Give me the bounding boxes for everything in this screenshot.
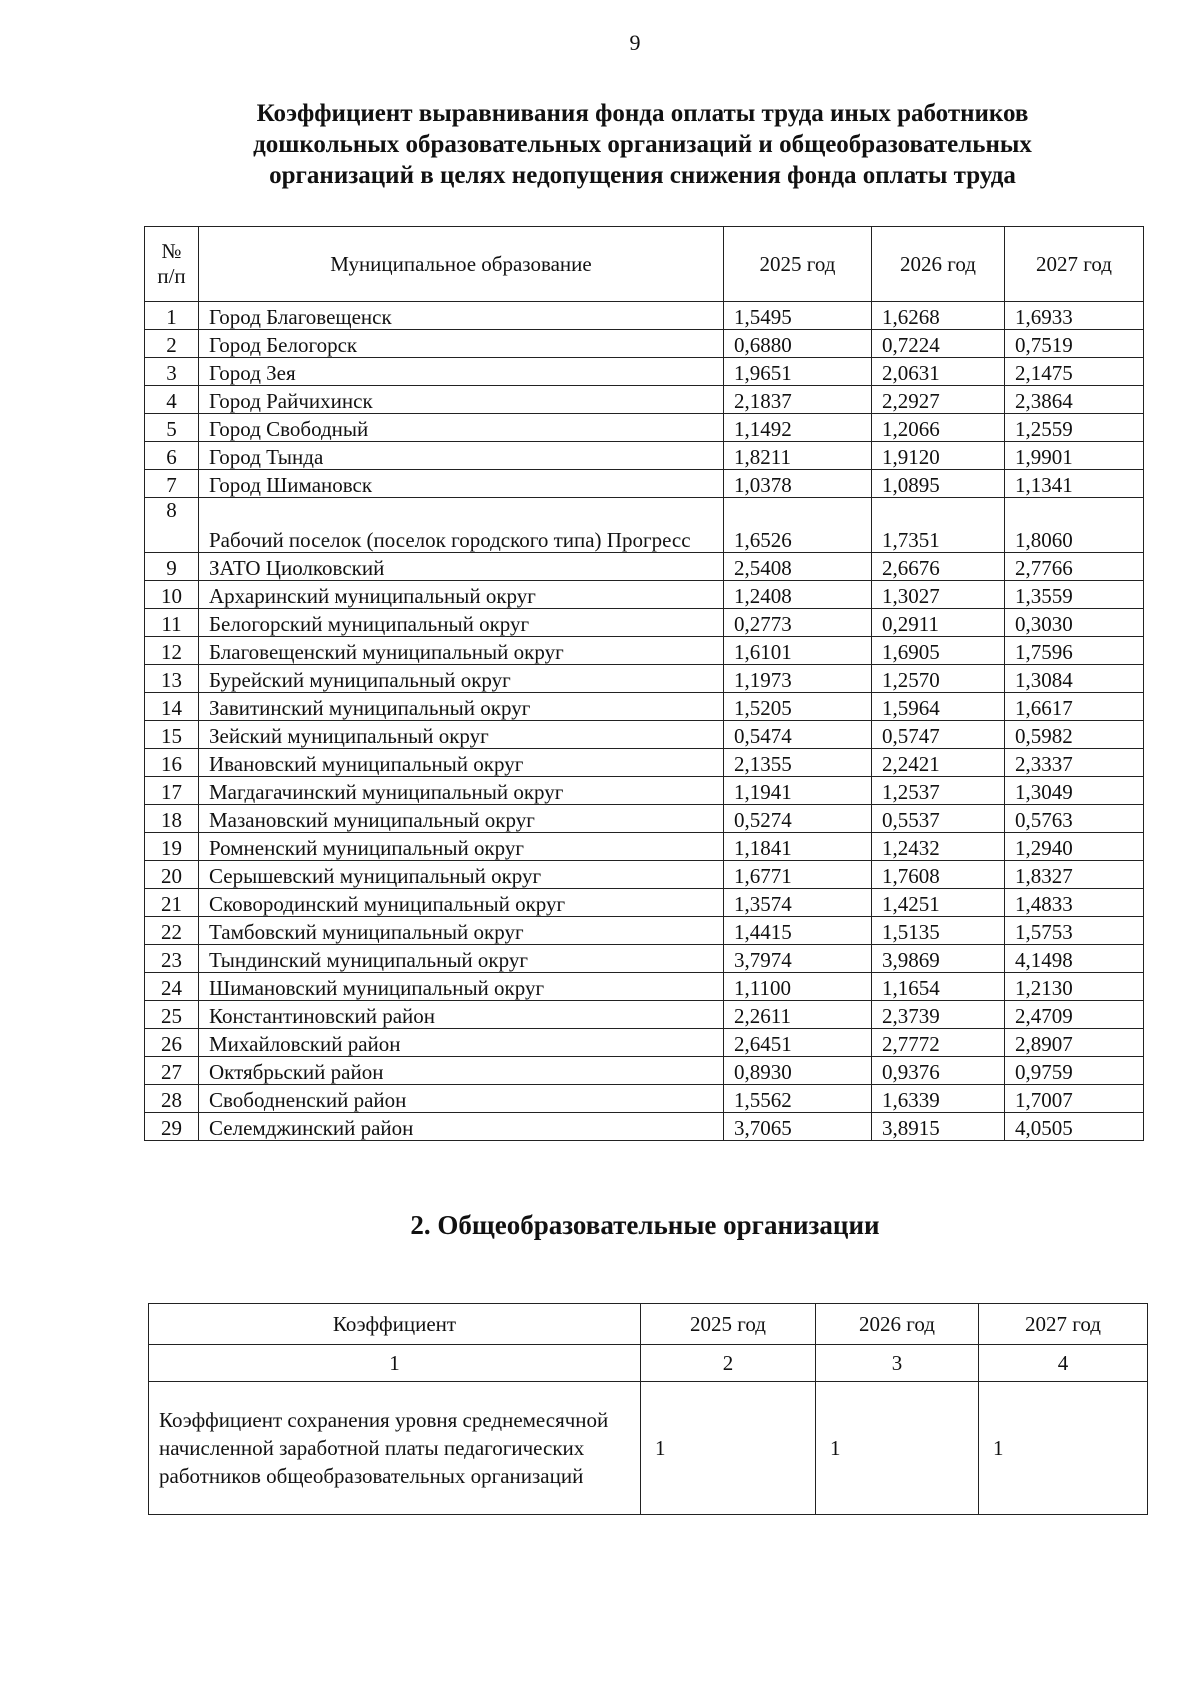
municipality-name: Сковородинский муниципальный округ [199,889,724,917]
value-2026: 1,5964 [872,693,1005,721]
table-row [145,805,1144,833]
municipality-name: Шимановский муниципальный округ [199,973,724,1001]
table-row [145,386,1144,414]
value-2025: 1,6771 [724,861,872,889]
table-row [145,749,1144,777]
value-2027: 2,3864 [1005,386,1144,414]
value-2027: 1,3084 [1005,665,1144,693]
municipality-name: Ромненский муниципальный округ [199,833,724,861]
header-2026: 2026 год [816,1304,979,1345]
value-2025: 2,6451 [724,1029,872,1057]
table-row [145,721,1144,749]
value-2026: 3,9869 [872,945,1005,973]
value-2026: 1,7608 [872,861,1005,889]
table-header-row [145,227,1144,302]
header-municipality: Муниципальное образование [199,227,724,302]
municipality-name: Благовещенский муниципальный округ [199,637,724,665]
table-row [145,442,1144,470]
row-number: 10 [145,581,199,609]
title-line: дошкольных образовательных организаций и общеобразовательных [253,131,1032,158]
table-row [145,470,1144,498]
row-number: 17 [145,777,199,805]
value-2027: 2,4709 [1005,1001,1144,1029]
table-row [145,693,1144,721]
title-line: организаций в целях недопущения снижения фонда оплаты труда [269,162,1016,189]
row-number: 25 [145,1001,199,1029]
row-number: 29 [145,1113,199,1141]
value-2025: 1,6101 [724,637,872,665]
table-row [145,1113,1144,1141]
value-2025: 2,5408 [724,553,872,581]
value-2025: 1,0378 [724,470,872,498]
row-number: 16 [145,749,199,777]
value-2025: 1,9651 [724,358,872,386]
value-2027: 2,1475 [1005,358,1144,386]
municipality-name: Город Райчихинск [199,386,724,414]
municipality-name: Город Свободный [199,414,724,442]
municipality-name: Рабочий поселок (поселок городского типа) Прогресс [199,498,724,553]
document-title [150,98,1135,191]
municipality-name: Зейский муниципальный округ [199,721,724,749]
value-2025: 1,5562 [724,1085,872,1113]
municipality-name: Бурейский муниципальный округ [199,665,724,693]
row-number: 9 [145,553,199,581]
value-2025: 1,6526 [724,498,872,553]
value-2027: 1,6617 [1005,693,1144,721]
municipality-name: Константиновский район [199,1001,724,1029]
row-number: 14 [145,693,199,721]
value-2027: 0,9759 [1005,1057,1144,1085]
header-2026: 2026 год [872,227,1005,302]
row-number: 7 [145,470,199,498]
value-2027: 2,3337 [1005,749,1144,777]
row-number: 2 [145,330,199,358]
value-2025: 1 [641,1382,816,1515]
value-2026: 2,0631 [872,358,1005,386]
table-row [145,973,1144,1001]
municipality-name: Михайловский район [199,1029,724,1057]
value-2026: 1,2537 [872,777,1005,805]
value-2027: 1,9901 [1005,442,1144,470]
value-2025: 3,7974 [724,945,872,973]
title-line: Коэффициент выравнивания фонда оплаты труда иных работников [256,100,1029,127]
municipality-name: Свободненский район [199,1085,724,1113]
value-2026: 2,2927 [872,386,1005,414]
value-2025: 2,1837 [724,386,872,414]
table-row [145,302,1144,330]
value-2025: 1,1492 [724,414,872,442]
coefficient-description: Коэффициент сохранения уровня среднемесячной начисленной заработной платы педагогических работников общеобразовательных организаций [149,1382,641,1515]
row-number: 23 [145,945,199,973]
value-2027: 1,2940 [1005,833,1144,861]
header-2025: 2025 год [724,227,872,302]
value-2027: 4,0505 [1005,1113,1144,1141]
row-number: 26 [145,1029,199,1057]
municipality-name: Завитинский муниципальный округ [199,693,724,721]
municipality-name: Город Зея [199,358,724,386]
value-2025: 2,2611 [724,1001,872,1029]
page-number: 9 [629,30,641,55]
value-2027: 0,5982 [1005,721,1144,749]
value-2026: 1,6268 [872,302,1005,330]
value-2026: 0,2911 [872,609,1005,637]
value-2025: 0,5474 [724,721,872,749]
header-2027: 2027 год [1005,227,1144,302]
value-2027: 1,2559 [1005,414,1144,442]
municipality-name: Тындинский муниципальный округ [199,945,724,973]
value-2025: 0,2773 [724,609,872,637]
value-2026: 1,4251 [872,889,1005,917]
table-row [145,553,1144,581]
table-row [145,1029,1144,1057]
value-2025: 1,5205 [724,693,872,721]
header-num: № п/п [145,227,199,302]
table-row [145,414,1144,442]
value-2025: 1,1841 [724,833,872,861]
header-coefficient: Коэффициент [149,1304,641,1345]
value-2026: 1 [816,1382,979,1515]
value-2025: 1,4415 [724,917,872,945]
table-row [145,917,1144,945]
table-row [145,498,1144,553]
value-2025: 1,8211 [724,442,872,470]
value-2027: 1,3559 [1005,581,1144,609]
municipality-name: Ивановский муниципальный округ [199,749,724,777]
value-2026: 1,1654 [872,973,1005,1001]
value-2027: 1,8060 [1005,498,1144,553]
value-2025: 1,5495 [724,302,872,330]
value-2026: 0,7224 [872,330,1005,358]
value-2027: 1,5753 [1005,917,1144,945]
table-row [145,1085,1144,1113]
municipality-name: Селемджинский район [199,1113,724,1141]
value-2025: 2,1355 [724,749,872,777]
value-2025: 1,1100 [724,973,872,1001]
table-row [145,581,1144,609]
general-education-table [148,1303,1148,1515]
municipality-name: Город Белогорск [199,330,724,358]
municipality-name: Архаринский муниципальный округ [199,581,724,609]
row-number: 28 [145,1085,199,1113]
table-row [145,889,1144,917]
column-number: 1 [149,1345,641,1382]
value-2026: 1,0895 [872,470,1005,498]
table-row [145,665,1144,693]
row-number: 8 [145,498,199,553]
municipality-name: Магдагачинский муниципальный округ [199,777,724,805]
row-number: 24 [145,973,199,1001]
municipality-name: Город Благовещенск [199,302,724,330]
value-2026: 0,9376 [872,1057,1005,1085]
column-numbers-row [149,1345,1148,1382]
value-2025: 0,5274 [724,805,872,833]
table-row [145,1001,1144,1029]
value-2027: 4,1498 [1005,945,1144,973]
value-2026: 1,2570 [872,665,1005,693]
row-number: 21 [145,889,199,917]
section-title: 2. Общеобразовательные организации [410,1210,880,1240]
row-number: 20 [145,861,199,889]
value-2027: 0,3030 [1005,609,1144,637]
value-2026: 3,8915 [872,1113,1005,1141]
value-2027: 0,7519 [1005,330,1144,358]
value-2027: 1 [979,1382,1148,1515]
value-2026: 2,6676 [872,553,1005,581]
municipality-name: Октябрьский район [199,1057,724,1085]
column-number: 2 [641,1345,816,1382]
value-2026: 1,2066 [872,414,1005,442]
municipality-name: Мазановский муниципальный округ [199,805,724,833]
value-2025: 0,6880 [724,330,872,358]
value-2027: 1,4833 [1005,889,1144,917]
value-2026: 1,3027 [872,581,1005,609]
row-number: 3 [145,358,199,386]
value-2026: 1,7351 [872,498,1005,553]
value-2025: 1,2408 [724,581,872,609]
value-2025: 1,1973 [724,665,872,693]
row-number: 22 [145,917,199,945]
header-2027: 2027 год [979,1304,1148,1345]
column-number: 3 [816,1345,979,1382]
row-number: 18 [145,805,199,833]
value-2026: 1,5135 [872,917,1005,945]
table-row [145,1057,1144,1085]
row-number: 1 [145,302,199,330]
value-2027: 1,7007 [1005,1085,1144,1113]
row-number: 13 [145,665,199,693]
value-2027: 1,1341 [1005,470,1144,498]
value-2025: 0,8930 [724,1057,872,1085]
row-number: 27 [145,1057,199,1085]
value-2025: 1,1941 [724,777,872,805]
value-2027: 1,7596 [1005,637,1144,665]
value-2026: 2,7772 [872,1029,1005,1057]
table-header-row [149,1304,1148,1345]
column-number: 4 [979,1345,1148,1382]
value-2026: 0,5747 [872,721,1005,749]
value-2025: 3,7065 [724,1113,872,1141]
value-2027: 1,8327 [1005,861,1144,889]
table-row [145,777,1144,805]
row-number: 6 [145,442,199,470]
row-number: 15 [145,721,199,749]
value-2027: 1,2130 [1005,973,1144,1001]
value-2027: 2,7766 [1005,553,1144,581]
municipality-name: Город Тында [199,442,724,470]
value-2027: 0,5763 [1005,805,1144,833]
value-2027: 1,3049 [1005,777,1144,805]
value-2026: 1,9120 [872,442,1005,470]
table-row [145,330,1144,358]
municipality-name: Тамбовский муниципальный округ [199,917,724,945]
value-2027: 1,6933 [1005,302,1144,330]
row-number: 12 [145,637,199,665]
table-row [145,609,1144,637]
value-2025: 1,3574 [724,889,872,917]
municipality-name: Белогорский муниципальный округ [199,609,724,637]
table-row [145,637,1144,665]
value-2026: 0,5537 [872,805,1005,833]
value-2026: 1,2432 [872,833,1005,861]
row-number: 11 [145,609,199,637]
table-row [145,861,1144,889]
row-number: 4 [145,386,199,414]
value-2026: 1,6905 [872,637,1005,665]
table-row [145,945,1144,973]
value-2026: 2,3739 [872,1001,1005,1029]
coefficient-table [144,226,1144,1141]
header-2025: 2025 год [641,1304,816,1345]
table-row [145,358,1144,386]
value-2027: 2,8907 [1005,1029,1144,1057]
table-row [149,1382,1148,1515]
table-row [145,833,1144,861]
value-2026: 1,6339 [872,1085,1005,1113]
row-number: 5 [145,414,199,442]
municipality-name: Город Шимановск [199,470,724,498]
row-number: 19 [145,833,199,861]
value-2026: 2,2421 [872,749,1005,777]
municipality-name: Серышевский муниципальный округ [199,861,724,889]
municipality-name: ЗАТО Циолковский [199,553,724,581]
